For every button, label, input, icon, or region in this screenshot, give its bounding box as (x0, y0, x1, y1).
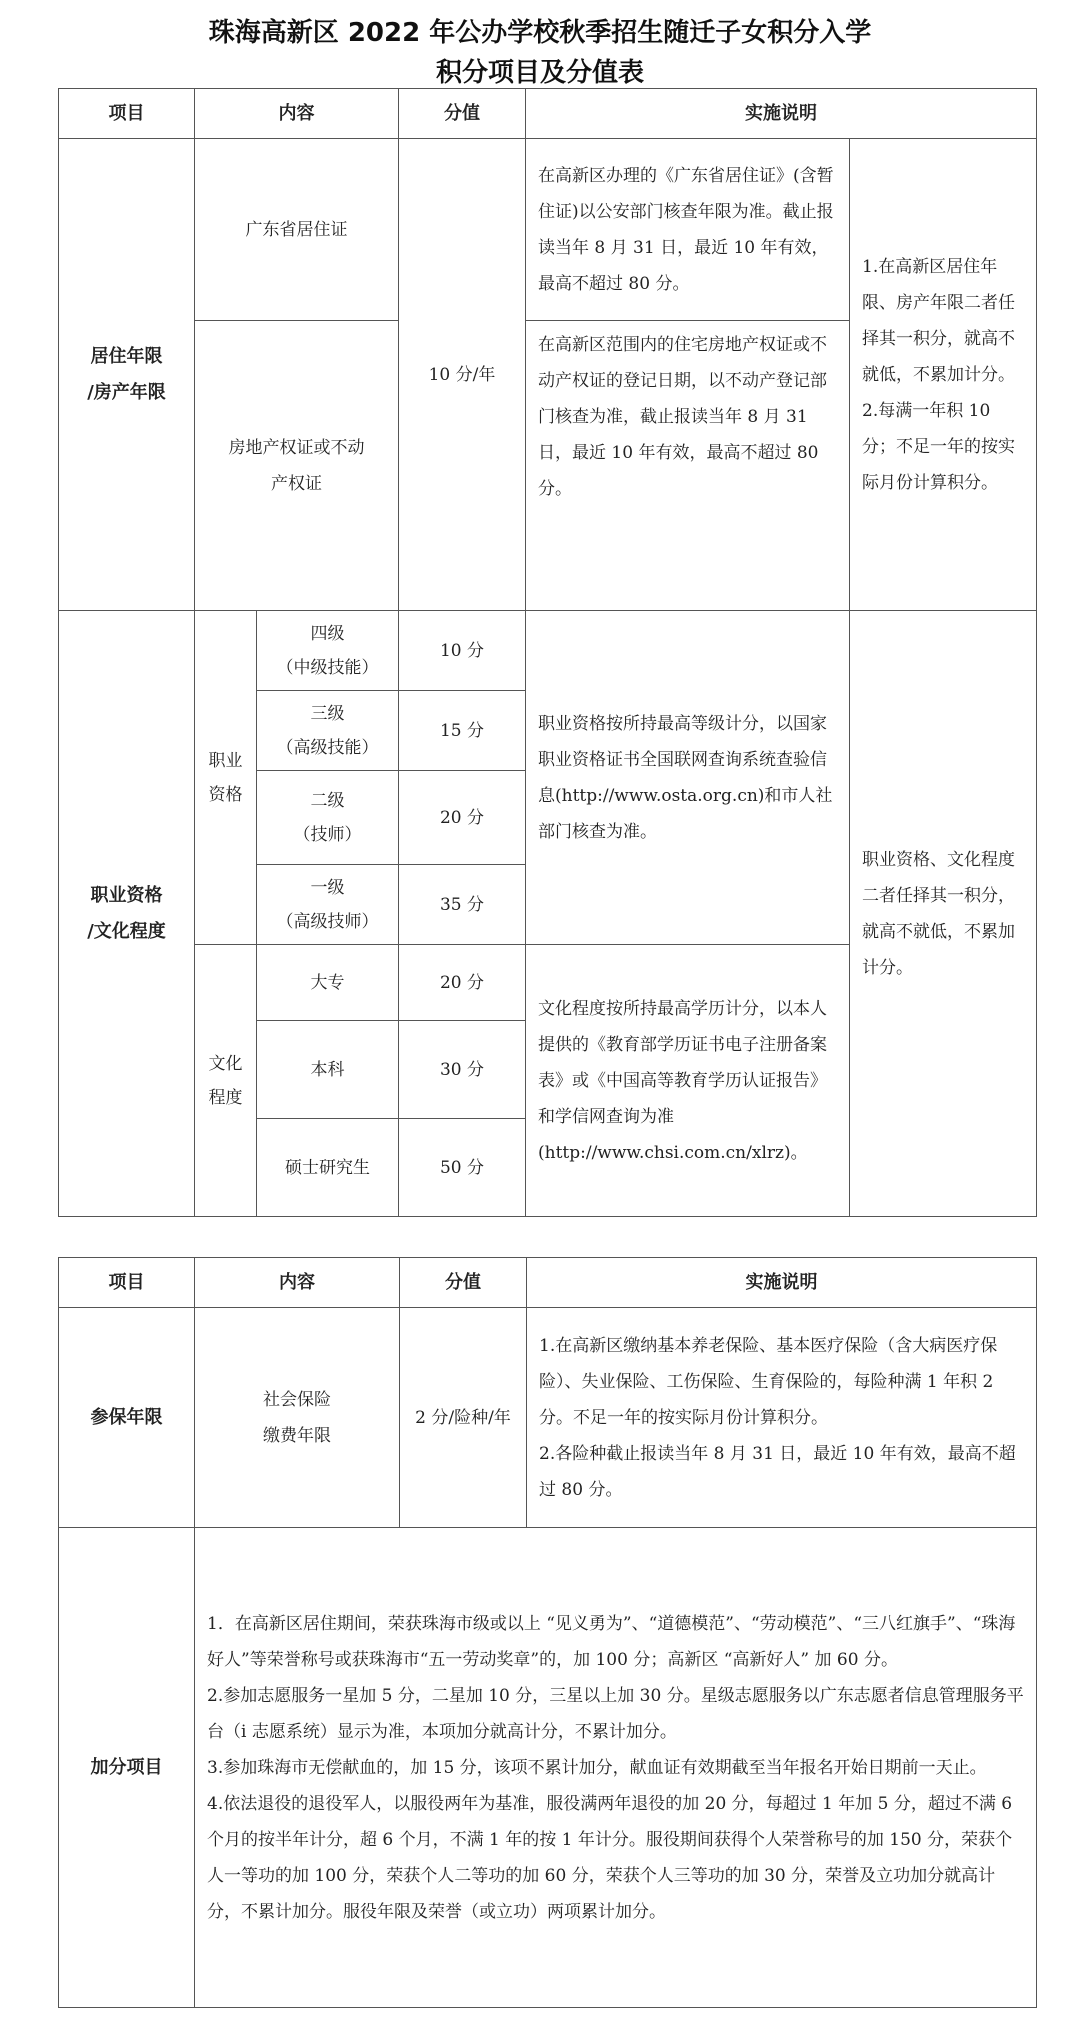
degree-score: 20 分 (399, 945, 526, 1021)
document-title-line2: 积分项目及分值表 (435, 58, 644, 88)
level-name: 一级 (310, 877, 345, 898)
group-education (195, 945, 257, 1217)
content-insurance-line1: 社会保险 (263, 1389, 331, 1410)
bonus-paragraph-4: 4.依法退役的退役军人，以服役两年为基准，服役满两年退役的加 20 分，每超过 1 年加 5 分，超过不满 6 个月的按半年计分，超 6 个月，不满 1 年的按 1 年计分。服役期间获得个人荣誉称号的加 150 分，荣获个人一等功的加 100 分，荣获个人二等功的加 60 分，荣获个人三等功的加 30 分，荣誉及立功加分就高计分，不累计加分。服役年限及荣誉（或立功）两项累计加分。 (207, 1793, 1013, 1922)
level-desc: （技师） (293, 824, 362, 845)
content-property-line1: 房地产权证或不动 (228, 437, 365, 458)
level-desc: （中级技能） (276, 657, 379, 678)
note-insurance-2: 2.各险种截止报读当年 8 月 31 日，最近 10 年有效，最高不超过 80 分。 (539, 1443, 1016, 1500)
level-name: 二级 (310, 790, 345, 811)
item-qualification (59, 611, 195, 1217)
level-name: 三级 (310, 703, 345, 724)
content-property-line2: 产权证 (271, 473, 322, 494)
level-cell (257, 771, 399, 865)
group-education-line1: 文化 (208, 1053, 243, 1074)
header-notes: 实施说明 (527, 1258, 1037, 1308)
group-vocational-line1: 职业 (208, 750, 243, 771)
content-insurance (195, 1308, 400, 1528)
item-residence (59, 139, 195, 611)
item-residence-line1: 居住年限 (90, 345, 163, 367)
table-row (59, 1528, 1037, 2008)
score-residence: 10 分/年 (399, 139, 526, 611)
item-bonus: 加分项目 (59, 1528, 195, 2008)
header-score: 分值 (400, 1258, 527, 1308)
degree-name: 本科 (257, 1021, 399, 1119)
header-content: 内容 (195, 1258, 400, 1308)
table2-header-row (59, 1258, 1037, 1308)
group-education-line2: 程度 (208, 1087, 243, 1108)
degree-score: 30 分 (399, 1021, 526, 1119)
header-score: 分值 (399, 89, 526, 139)
group-vocational (195, 611, 257, 945)
content-insurance-line2: 缴费年限 (263, 1425, 331, 1446)
side-note-qualification: 职业资格、文化程度二者任择其一积分，就高不就低，不累加计分。 (850, 611, 1037, 1217)
note-insurance (527, 1308, 1037, 1528)
header-item: 项目 (59, 1258, 195, 1308)
level-score: 20 分 (399, 771, 526, 865)
note-education: 文化程度按所持最高学历计分，以本人提供的《教育部学历证书电子注册备案表》或《中国高等教育学历认证报告》和学信网查询为准(http://www.chsi.com.cn/xlrz)。 (526, 945, 850, 1217)
level-cell (257, 611, 399, 691)
level-score: 35 分 (399, 865, 526, 945)
side-note-residence: 1.在高新区居住年限、房产年限二者任择其一积分，就高不就低，不累加计分。2.每满一年积 10 分；不足一年的按实际月份计算积分。 (850, 139, 1037, 611)
note-bonus (195, 1528, 1037, 2008)
table-row (59, 611, 1037, 691)
degree-name: 硕士研究生 (257, 1119, 399, 1217)
content-property-certificate (195, 321, 399, 611)
item-residence-line2: /房产年限 (87, 381, 166, 403)
header-content: 内容 (195, 89, 399, 139)
level-name: 四级 (310, 623, 345, 644)
score-table-1 (58, 88, 1037, 1217)
level-score: 15 分 (399, 691, 526, 771)
document-title-line1: 珠海高新区 2022 年公办学校秋季招生随迁子女积分入学 (208, 18, 872, 48)
note-residence-permit: 在高新区办理的《广东省居住证》(含暂住证)以公安部门核查年限为准。截止报读当年 8 月 31 日，最近 10 年有效，最高不超过 80 分。 (526, 139, 850, 321)
item-insurance: 参保年限 (59, 1308, 195, 1528)
degree-name: 大专 (257, 945, 399, 1021)
level-desc: （高级技师） (276, 911, 379, 932)
degree-score: 50 分 (399, 1119, 526, 1217)
table-row (59, 139, 1037, 321)
note-vocational: 职业资格按所持最高等级计分，以国家职业资格证书全国联网查询系统查验信息(http://www.osta.org.cn)和市人社部门核查为准。 (526, 611, 850, 945)
group-vocational-line2: 资格 (208, 784, 243, 805)
score-insurance: 2 分/险种/年 (400, 1308, 527, 1528)
bonus-paragraph-2: 2.参加志愿服务一星加 5 分，二星加 10 分，三星以上加 30 分。星级志愿服务以广东志愿者信息管理服务平台（i 志愿系统）显示为准，本项加分就高计分，不累计加分。 (207, 1685, 1024, 1742)
item-qualification-line2: /文化程度 (87, 920, 166, 942)
table1-header-row (59, 89, 1037, 139)
header-item: 项目 (59, 89, 195, 139)
score-table-2 (58, 1257, 1037, 2008)
level-desc: （高级技能） (276, 737, 379, 758)
level-cell (257, 865, 399, 945)
content-residence-permit: 广东省居住证 (195, 139, 399, 321)
header-notes: 实施说明 (526, 89, 1037, 139)
table-row (59, 1308, 1037, 1528)
item-qualification-line1: 职业资格 (90, 884, 163, 906)
note-property-certificate: 在高新区范围内的住宅房地产权证或不动产权证的登记日期，以不动产登记部门核查为准，截止报读当年 8 月 31 日，最近 10 年有效，最高不超过 80 分。 (526, 321, 850, 611)
level-score: 10 分 (399, 611, 526, 691)
level-cell (257, 691, 399, 771)
note-insurance-1: 1.在高新区缴纳基本养老保险、基本医疗保险（含大病医疗保险）、失业保险、工伤保险、生育保险的，每险种满 1 年积 2 分。不足一年的按实际月份计算积分。 (539, 1335, 998, 1428)
bonus-paragraph-1: 1．在高新区居住期间，荣获珠海市级或以上 “见义勇为”、“道德模范”、“劳动模范”、“三八红旗手”、“珠海好人”等荣誉称号或获珠海市“五一劳动奖章”的，加 100 分；高新区 “高新好人” 加 60 分。 (207, 1613, 1016, 1670)
bonus-paragraph-3: 3.参加珠海市无偿献血的，加 15 分，该项不累计加分，献血证有效期截至当年报名开始日期前一天止。 (207, 1757, 987, 1778)
